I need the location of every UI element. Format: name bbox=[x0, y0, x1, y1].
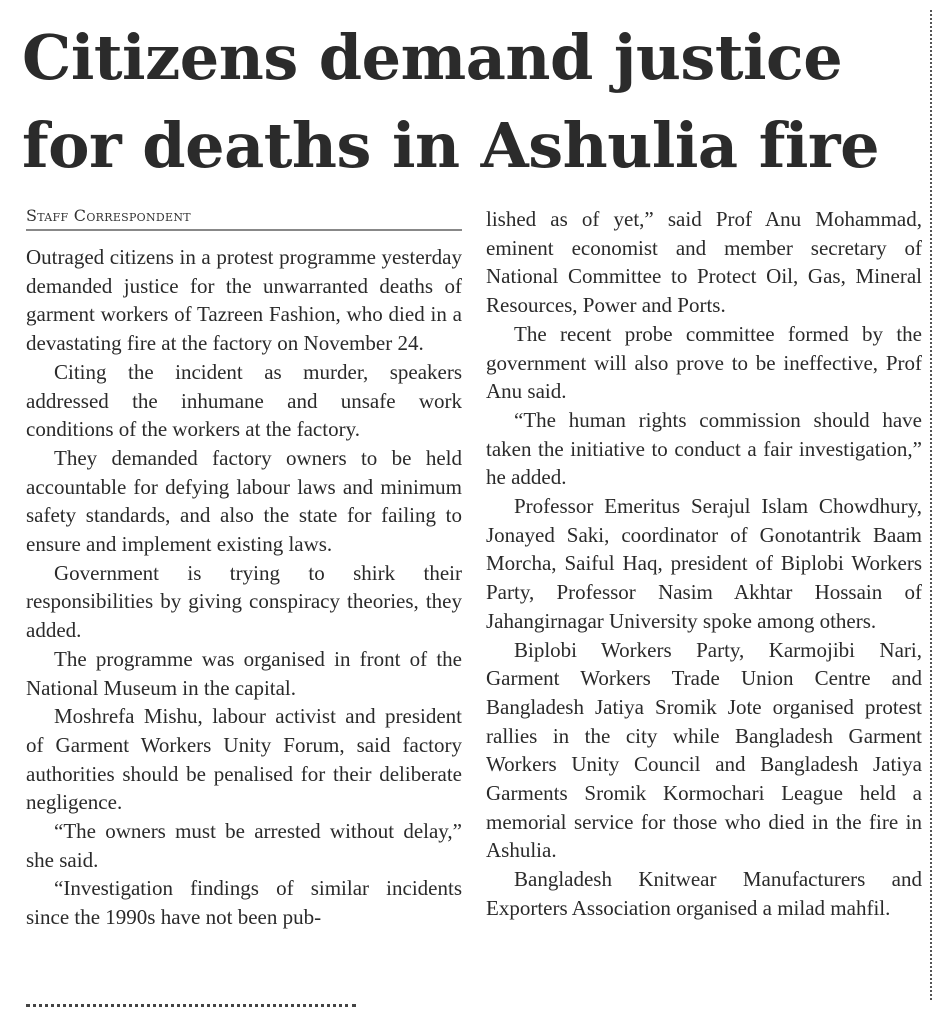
paragraph: “Investigation findings of similar incidents since the 1990s have not been pub- bbox=[26, 876, 462, 930]
right-column bbox=[486, 205, 922, 923]
paragraph: “The human rights commission should have taken the initiative to conduct a fair investigation,” he added. bbox=[486, 407, 922, 490]
paragraph: Citing the incident as murder, speakers addressed the inhumane and unsafe work conditions of the workers at the factory. bbox=[26, 359, 462, 442]
column-divider-dotted bbox=[930, 10, 932, 1000]
paragraph: Moshrefa Mishu, labour activist and president of Garment Workers Unity Forum, said factory authorities should be penalised for their deliberate negligence. bbox=[26, 704, 462, 815]
left-column bbox=[26, 205, 462, 932]
headline-line-1: Citizens demand justice bbox=[22, 21, 843, 94]
paragraph: lished as of yet,” said Prof Anu Mohammad, eminent economist and member secretary of National Committee to Protect Oil, Gas, Mineral Resources, Power and Ports. bbox=[486, 207, 922, 318]
bottom-dotted-rule bbox=[26, 1004, 356, 1007]
paragraph: Bangladesh Knitwear Manufacturers and Exporters Association organised a milad mahfil. bbox=[486, 867, 922, 920]
paragraph: Professor Emeritus Serajul Islam Chowdhury, Jonayed Saki, coordinator of Gonotantrik Baam Morcha, Saiful Haq, president of Biplobi Workers Party, Professor Nasim Akhtar Hossain of Jahangirnagar University spoke among others. bbox=[486, 494, 922, 633]
paragraph: “The owners must be arrested without delay,” she said. bbox=[26, 819, 462, 872]
paragraph: The recent probe committee formed by the government will also prove to be ineffective, Prof Anu said. bbox=[486, 321, 922, 404]
paragraph: Biplobi Workers Party, Karmojibi Nari, Garment Workers Trade Union Centre and Bangladesh Jatiya Sromik Jote organised protest rallies in the city while Bangladesh Garment Workers Unity Council and Bangladesh Jatiya Garments Sromik Kormochari League held a memorial service for those who died in the fire in Ashulia. bbox=[486, 637, 922, 863]
paragraph: The programme was organised in front of the National Museum in the capital. bbox=[26, 646, 462, 700]
paragraph: Outraged citizens in a protest programme yesterday demanded justice for the unwarranted deaths of garment workers of Tazreen Fashion, who died in a devastating fire at the factory on November 24. bbox=[26, 245, 462, 356]
byline: Staff Correspondent bbox=[26, 205, 462, 231]
headline bbox=[22, 14, 922, 190]
paragraph: Government is trying to shirk their responsibilities by giving conspiracy theories, they added. bbox=[26, 560, 462, 643]
headline-line-2: for deaths in Ashulia fire bbox=[22, 109, 880, 182]
paragraph: They demanded factory owners to be held accountable for defying labour laws and minimum safety standards, and also the state for failing to ensure and implement existing laws. bbox=[26, 445, 462, 557]
